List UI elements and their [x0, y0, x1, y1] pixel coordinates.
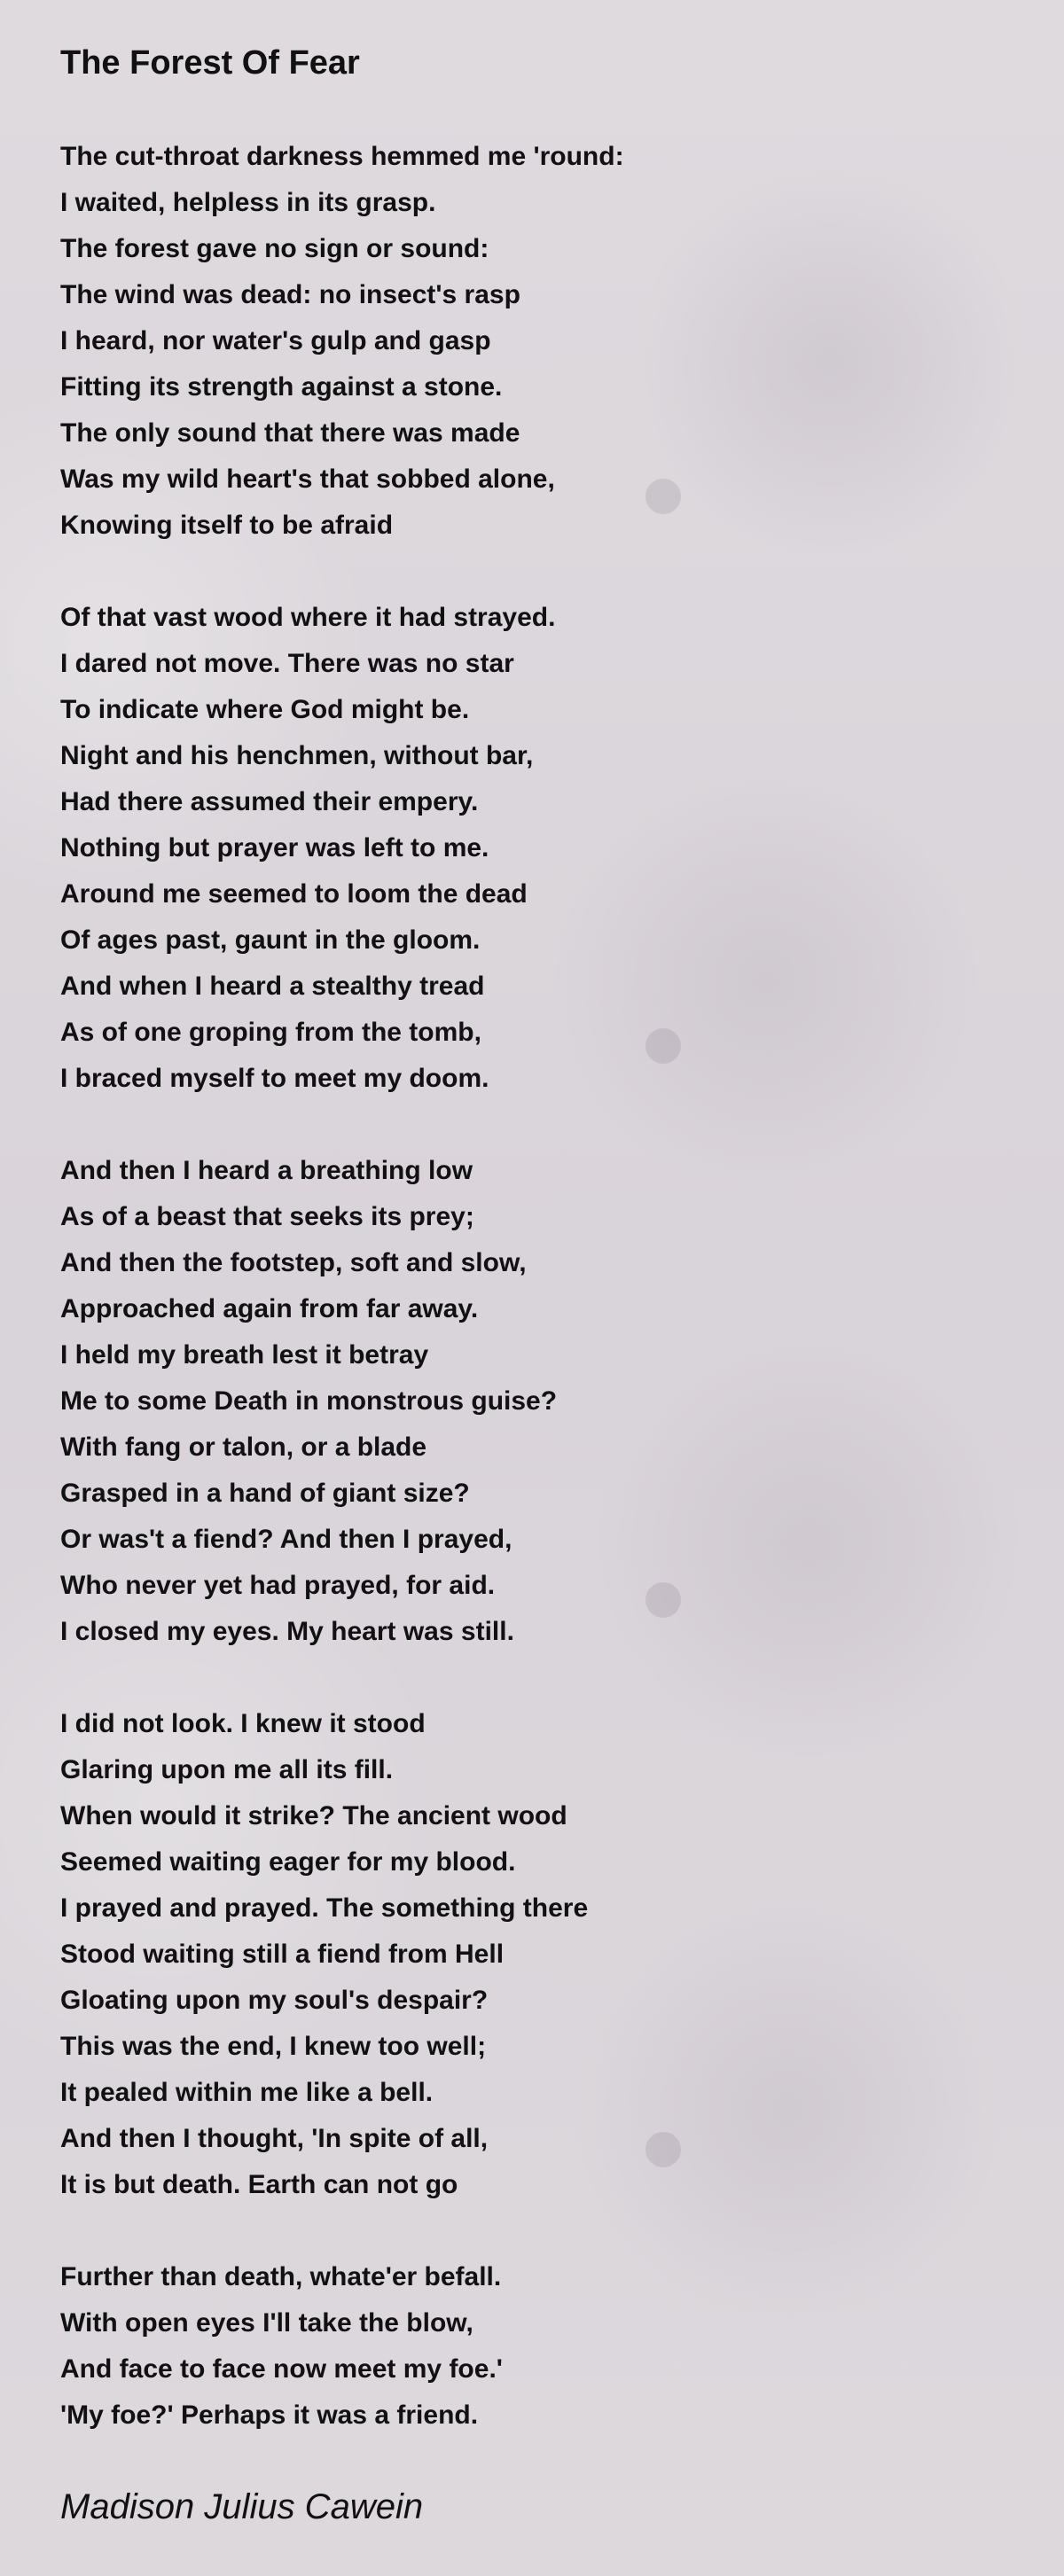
stanza	[60, 134, 1000, 549]
poem-line: Stood waiting still a fiend from Hell	[60, 1940, 505, 1969]
poem-line: This was the end, I knew too well;	[60, 2032, 487, 2061]
poem-body	[60, 134, 1000, 2485]
stanza	[60, 595, 1000, 1102]
poem-line: Fitting its strength against a stone.	[60, 372, 503, 402]
poem-line: With open eyes I'll take the blow,	[60, 2308, 473, 2338]
poem-author: Madison Julius Cawein	[60, 2487, 424, 2526]
poem-line: Knowing itself to be afraid	[60, 511, 394, 540]
poem-line: I dared not move. There was no star	[60, 649, 514, 678]
poem-line: I held my breath lest it betray	[60, 1340, 429, 1370]
poem-line: Nothing but prayer was left to me.	[60, 833, 489, 863]
poem-line: I braced myself to meet my doom.	[60, 1064, 489, 1093]
poem-line: Around me seemed to loom the dead	[60, 879, 528, 909]
poem-line: As of one groping from the tomb,	[60, 1018, 481, 1047]
poem-line: 'My foe?' Perhaps it was a friend.	[60, 2400, 479, 2430]
poem-line: Of that vast wood where it had strayed.	[60, 603, 556, 632]
poem-line: Grasped in a hand of giant size?	[60, 1479, 470, 1508]
poem-line: When would it strike? The ancient wood	[60, 1801, 567, 1831]
poem-line: The cut-throat darkness hemmed me 'round:	[60, 142, 624, 171]
poem-line: The only sound that there was made	[60, 418, 520, 448]
poem-line: I closed my eyes. My heart was still.	[60, 1617, 514, 1646]
poem-line: I prayed and prayed. The something there	[60, 1893, 589, 1923]
poem-line: Had there assumed their empery.	[60, 787, 479, 816]
poem-line: Gloating upon my soul's despair?	[60, 1986, 489, 2015]
poem-line: I heard, nor water's gulp and gasp	[60, 326, 491, 355]
poem-line: The forest gave no sign or sound:	[60, 234, 489, 263]
poem-line: Seemed waiting eager for my blood.	[60, 1847, 516, 1877]
poem-line: And then I heard a breathing low	[60, 1156, 473, 1185]
poem-title: The Forest Of Fear	[60, 44, 360, 82]
poem-line: Was my wild heart's that sobbed alone,	[60, 464, 555, 494]
stanza	[60, 2254, 1000, 2439]
poem-line: Approached again from far away.	[60, 1294, 479, 1323]
poem-line: Of ages past, gaunt in the gloom.	[60, 925, 481, 955]
poem-line: As of a beast that seeks its prey;	[60, 1202, 474, 1231]
poem-line: I waited, helpless in its grasp.	[60, 188, 436, 217]
poem-line: And face to face now meet my foe.'	[60, 2354, 503, 2384]
poem-line: Or was't a fiend? And then I prayed,	[60, 1525, 512, 1554]
poem-line: And when I heard a stealthy tread	[60, 972, 485, 1001]
poem-line: And then I thought, 'In spite of all,	[60, 2124, 489, 2153]
poem-line: And then the footstep, soft and slow,	[60, 1248, 527, 1277]
poem-line: Further than death, whate'er befall.	[60, 2262, 502, 2291]
stanza	[60, 1701, 1000, 2208]
poem-line: It is but death. Earth can not go	[60, 2170, 458, 2199]
poem-line: Glaring upon me all its fill.	[60, 1755, 394, 1784]
poem-line: With fang or talon, or a blade	[60, 1432, 427, 1462]
poem-line: The wind was dead: no insect's rasp	[60, 280, 520, 309]
poem-line: Who never yet had prayed, for aid.	[60, 1571, 496, 1600]
poem-line: It pealed within me like a bell.	[60, 2078, 434, 2107]
poem-line: I did not look. I knew it stood	[60, 1709, 426, 1738]
poem-line: To indicate where God might be.	[60, 695, 470, 724]
stanza	[60, 1148, 1000, 1655]
poem-line: Night and his henchmen, without bar,	[60, 741, 534, 770]
poem-line: Me to some Death in monstrous guise?	[60, 1386, 558, 1416]
